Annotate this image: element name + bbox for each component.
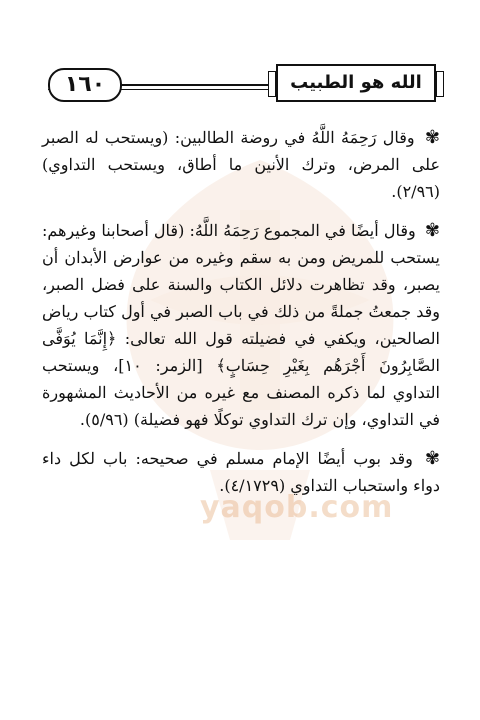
flower-bullet-icon: ✾	[424, 220, 440, 241]
paragraph-text: وقال رَحِمَهُ اللَّهُ في روضة الطالبين: (ويستحب له الصبر على المرض، وترك الأنين ما أطاق، ويستحب التداوي) (٢/٩٦).	[42, 128, 440, 201]
watermark-site-text: yaqob.com	[200, 490, 394, 525]
paragraph	[42, 217, 440, 433]
flower-bullet-icon: ✾	[424, 127, 440, 148]
paragraph-text: وقد بوب أيضًا الإمام مسلم في صحيحه: باب لكل داء دواء واستحباب التداوي (٤/١٧٢٩).	[42, 449, 440, 495]
page-body	[42, 124, 440, 511]
page-number: ١٦٠	[48, 68, 122, 102]
running-title: الله هو الطبيب	[276, 64, 436, 102]
paragraph	[42, 445, 440, 499]
page-header	[40, 62, 440, 104]
paragraph	[42, 124, 440, 205]
paragraph-text: وقال أيضًا في المجموع رَحِمَهُ اللَّهُ: (قال أصحابنا وغيرهم: يستحب للمريض ومن به سقم وغيره من عوارض الأبدان أن يصبر، وقد تظاهرت دلائل الكتاب والسنة على فضل الصبر، وقد جمعتُ جملةً من ذلك في باب الصبر في أول كتاب رياض الصالحين، ويكفي في فضيلته قول الله تعالى: ﴿إِنَّمَا يُوَفَّى الصَّابِرُونَ أَجْرَهُم بِغَيْرِ حِسَابٍ﴾ [الزمر: ١٠]، ويستحب التداوي لما ذكره المصنف مع غيره من الأحاديث المشهورة في التداوي، وإن ترك التداوي توكلًا فهو فضيلة) (٥/٩٦).	[42, 221, 440, 429]
flower-bullet-icon: ✾	[424, 448, 440, 469]
